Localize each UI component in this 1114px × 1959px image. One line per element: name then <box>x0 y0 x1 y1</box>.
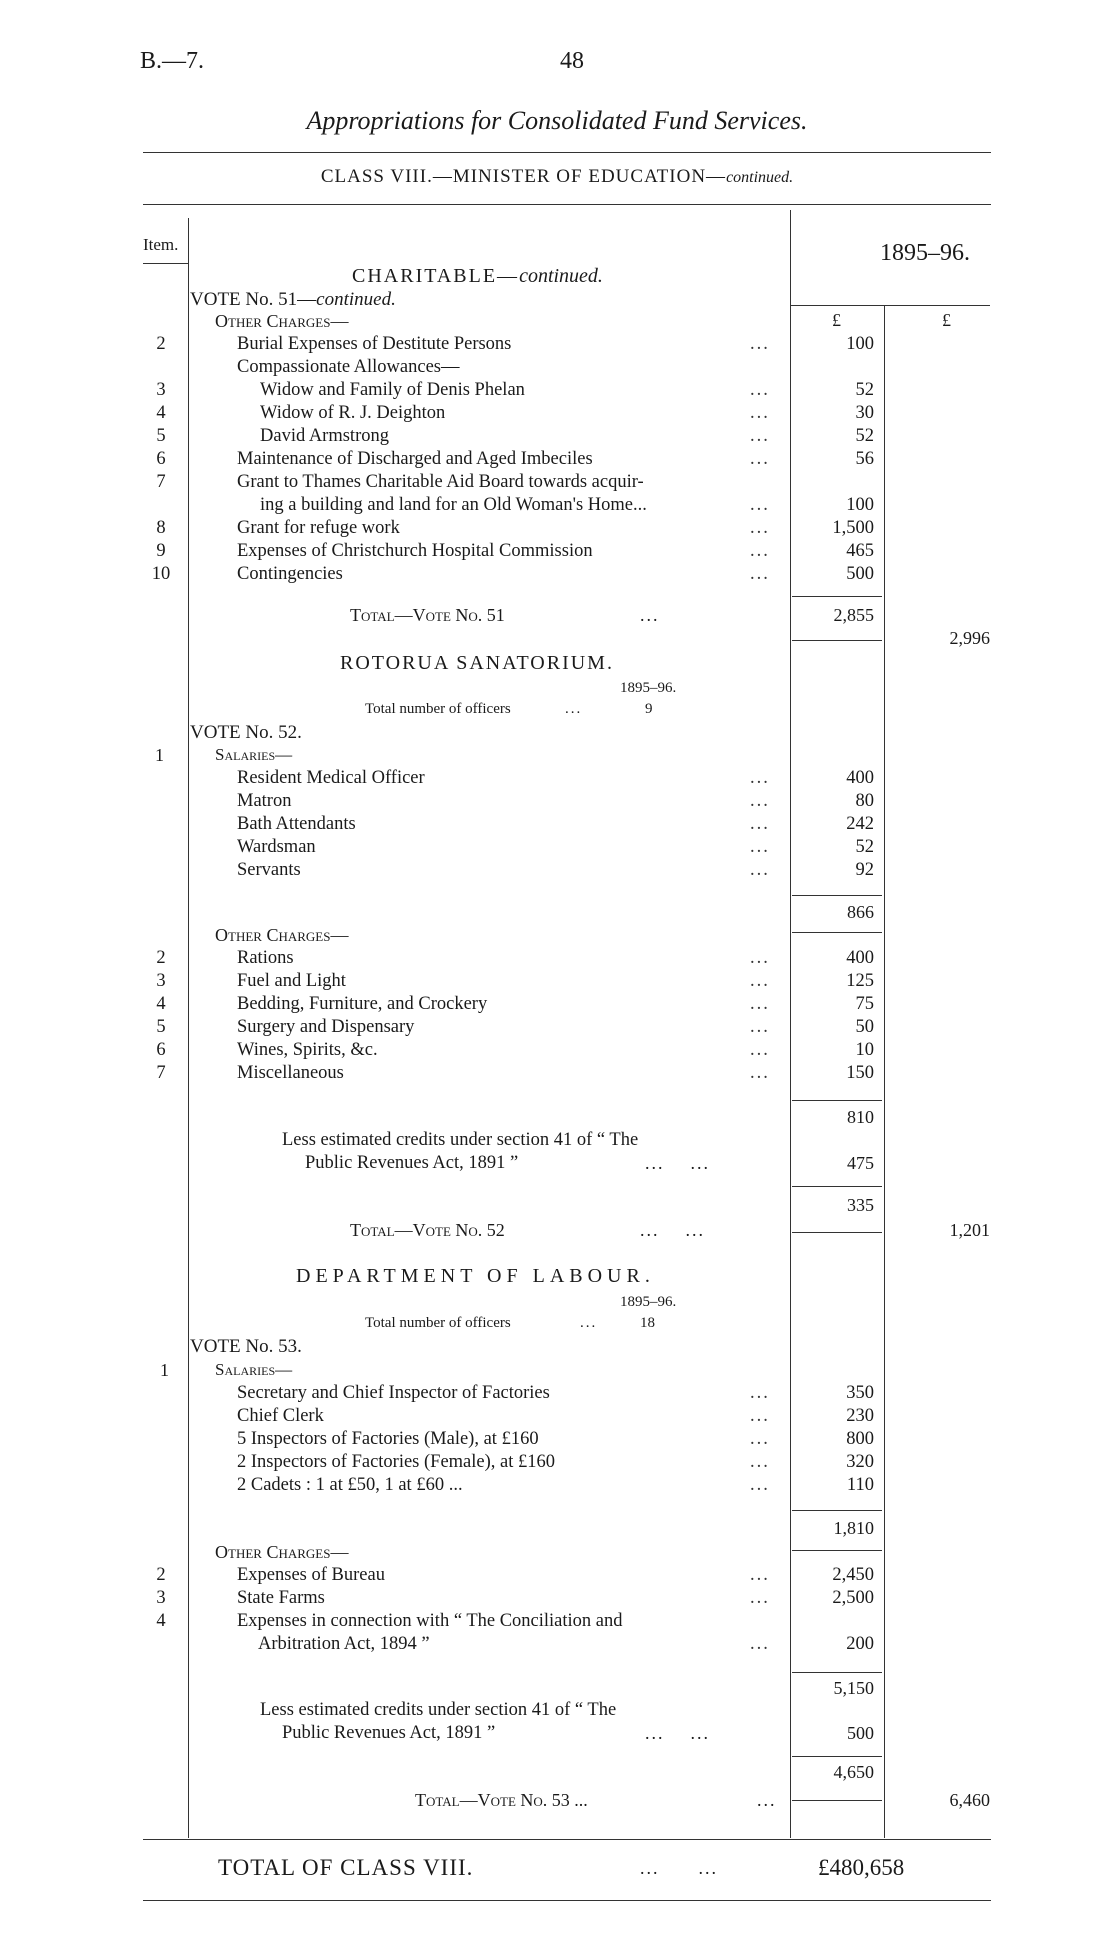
table-row <box>140 1588 1100 1611</box>
leader-dots: ... <box>750 1588 770 1608</box>
item-number: 5 <box>156 426 166 446</box>
pound-sign-total: £ <box>942 310 951 330</box>
table-row <box>140 334 1100 357</box>
salaries-subtotal: 866 <box>847 902 874 922</box>
other-charges-label: Other Charges— <box>215 311 349 331</box>
rule <box>792 895 882 896</box>
leader-dots: ... <box>750 837 770 857</box>
table-row <box>140 1406 1100 1429</box>
item-header-rule <box>143 263 188 264</box>
officers-count: 18 <box>640 1315 655 1331</box>
row-amount: 800 <box>846 1429 874 1449</box>
item-number: 2 <box>156 334 166 354</box>
rule <box>792 1232 882 1233</box>
leader-dots: ... <box>750 1452 770 1472</box>
salaries-label: Salaries— <box>215 1360 293 1379</box>
table-row <box>140 860 1100 883</box>
item-number: 7 <box>156 472 166 492</box>
rule <box>792 1800 882 1801</box>
section-heading-rotorua: ROTORUA SANATORIUM. <box>340 652 614 674</box>
row-amount: 50 <box>855 1017 874 1037</box>
leader-dots: ... <box>750 495 770 515</box>
leader-dots: ... <box>750 814 770 834</box>
item-number: 1 <box>155 745 164 765</box>
row-amount: 500 <box>846 564 874 584</box>
item-number: 2 <box>156 948 166 968</box>
page-title: Appropriations for Consolidated Fund Services. <box>306 106 808 135</box>
leader-dots: ... <box>750 426 770 446</box>
less-credits-amount: 475 <box>847 1153 874 1173</box>
row-amount: 242 <box>846 814 874 834</box>
row-description: Compassionate Allowances— <box>237 357 460 377</box>
row-amount: 1,500 <box>832 518 874 538</box>
row-amount: 400 <box>846 768 874 788</box>
year-header-rule <box>790 305 990 306</box>
row-amount: 52 <box>855 380 874 400</box>
leader-dots: ... <box>750 860 770 880</box>
table-row <box>140 1565 1100 1588</box>
officers-label: Total number of officers <box>365 701 511 717</box>
rule <box>792 1186 882 1187</box>
table-row <box>140 1383 1100 1406</box>
row-amount: 10 <box>855 1040 874 1060</box>
rule <box>792 1756 882 1757</box>
less-credits-amount: 500 <box>847 1723 874 1743</box>
leader-dots: ... <box>750 1406 770 1426</box>
table-row <box>140 814 1100 837</box>
item-number: 5 <box>156 1017 166 1037</box>
leader-dots: ... ... <box>645 1153 710 1173</box>
row-amount: 230 <box>846 1406 874 1426</box>
leader-dots: ... <box>750 518 770 538</box>
less-credits-line2: Public Revenues Act, 1891 ” <box>305 1153 519 1173</box>
leader-dots: ... <box>750 768 770 788</box>
row-description: Servants <box>237 860 301 880</box>
rule <box>792 1510 882 1511</box>
table-row <box>140 449 1100 472</box>
other-charges-subtotal: 810 <box>847 1107 874 1127</box>
item-number: 3 <box>156 971 166 991</box>
table-row <box>140 948 1100 971</box>
pound-sign-amount: £ <box>832 310 841 330</box>
row-amount: 52 <box>855 426 874 446</box>
leader-dots: ... <box>757 1790 777 1810</box>
row-description: Miscellaneous <box>237 1063 344 1083</box>
class-total-amount: £480,658 <box>818 1855 905 1880</box>
row-description: Expenses in connection with “ The Conciliation and <box>237 1611 623 1631</box>
item-number: 1 <box>160 1360 169 1380</box>
leader-dots: ... ... <box>640 1220 705 1240</box>
table-row <box>140 380 1100 403</box>
vote-52-label: VOTE No. 52. <box>190 722 302 743</box>
leader-dots: ... <box>750 1634 770 1654</box>
class-total-label: TOTAL OF CLASS VIII. <box>218 1855 474 1880</box>
table-row <box>140 837 1100 860</box>
item-number: 6 <box>156 1040 166 1060</box>
less-credits-line2: Public Revenues Act, 1891 ” <box>282 1723 496 1743</box>
row-amount: 400 <box>846 948 874 968</box>
row-amount: 100 <box>846 334 874 354</box>
row-amount: 2,500 <box>832 1588 874 1608</box>
officers-year: 1895–96. <box>620 1294 677 1310</box>
item-number: 7 <box>156 1063 166 1083</box>
item-column-header: Item. <box>143 235 179 254</box>
other-charges-label: Other Charges— <box>215 925 349 945</box>
row-description: Maintenance of Discharged and Aged Imbeciles <box>237 449 593 469</box>
rule <box>792 1100 882 1101</box>
vote-52-total-label: Total—Vote No. 52 <box>350 1220 505 1240</box>
leader-dots: ... <box>750 403 770 423</box>
vote-53-label: VOTE No. 53. <box>190 1336 302 1357</box>
table-row <box>140 971 1100 994</box>
item-number: 8 <box>156 518 166 538</box>
vote-53-net: 4,650 <box>833 1762 874 1782</box>
officers-year: 1895–96. <box>620 680 677 696</box>
leader-dots: ... <box>750 994 770 1014</box>
row-description: 2 Cadets : 1 at £50, 1 at £60 ... <box>237 1475 463 1495</box>
row-description: Contingencies <box>237 564 343 584</box>
leader-dots: ... <box>565 701 583 717</box>
table-row <box>140 426 1100 449</box>
row-description: Bath Attendants <box>237 814 356 834</box>
section-heading-labour: DEPARTMENT OF LABOUR. <box>296 1265 655 1287</box>
leader-dots: ... <box>750 334 770 354</box>
table-row <box>140 357 1100 380</box>
row-amount: 2,450 <box>832 1565 874 1585</box>
leader-dots: ... <box>750 541 770 561</box>
leader-dots: ... <box>750 948 770 968</box>
row-description: Resident Medical Officer <box>237 768 425 788</box>
rule <box>143 152 991 153</box>
vote-51-label: VOTE No. 51—continued. <box>190 289 396 310</box>
leader-dots: ... <box>750 564 770 584</box>
row-amount: 350 <box>846 1383 874 1403</box>
row-description: State Farms <box>237 1588 325 1608</box>
table-row <box>140 994 1100 1017</box>
row-description: Fuel and Light <box>237 971 346 991</box>
item-number: 9 <box>156 541 166 561</box>
row-description: Widow of R. J. Deighton <box>260 403 446 423</box>
other-charges-label: Other Charges— <box>215 1542 349 1562</box>
vote-51-total-label: Total—Vote No. 51 <box>350 605 505 625</box>
row-amount: 320 <box>846 1452 874 1472</box>
row-description: Grant to Thames Charitable Aid Board towards acquir- <box>237 472 644 492</box>
row-description: Burial Expenses of Destitute Persons <box>237 334 512 354</box>
row-description: 5 Inspectors of Factories (Male), at £160 <box>237 1429 539 1449</box>
document-reference: B.—7. <box>140 48 205 74</box>
table-row <box>140 495 1100 518</box>
row-description: Surgery and Dispensary <box>237 1017 415 1037</box>
row-amount: 125 <box>846 971 874 991</box>
row-description: 2 Inspectors of Factories (Female), at £160 <box>237 1452 556 1472</box>
leader-dots: ... ... <box>645 1723 710 1743</box>
leader-dots: ... <box>750 1383 770 1403</box>
row-amount: 75 <box>855 994 874 1014</box>
table-row <box>140 1611 1100 1634</box>
leader-dots: ... <box>750 380 770 400</box>
rule <box>143 204 991 205</box>
row-amount: 200 <box>846 1634 874 1654</box>
officers-label: Total number of officers <box>365 1315 511 1331</box>
row-description: David Armstrong <box>260 426 389 446</box>
table-row <box>140 541 1100 564</box>
item-number: 3 <box>156 1588 166 1608</box>
leader-dots: ... <box>750 791 770 811</box>
leader-dots: ... <box>580 1315 598 1331</box>
item-number: 4 <box>156 994 166 1014</box>
less-credits-line1: Less estimated credits under section 41 of “ The <box>260 1700 617 1720</box>
row-amount: 100 <box>846 495 874 515</box>
class-heading: CLASS VIII.—MINISTER OF EDUCATION—continued. <box>320 166 794 187</box>
rule <box>792 596 882 597</box>
table-row <box>140 1429 1100 1452</box>
row-amount: 92 <box>855 860 874 880</box>
row-description: Rations <box>237 948 294 968</box>
row-amount: 30 <box>855 403 874 423</box>
row-description: Arbitration Act, 1894 ” <box>258 1634 430 1654</box>
leader-dots: ... <box>750 1063 770 1083</box>
table-row <box>140 768 1100 791</box>
vote-52-grand-total: 1,201 <box>949 1220 990 1240</box>
leader-dots: ... <box>750 1040 770 1060</box>
vote-53-total-label: Total—Vote No. 53 ... <box>415 1790 588 1810</box>
row-amount: 110 <box>846 1475 874 1495</box>
officers-count: 9 <box>645 701 653 717</box>
leader-dots: ... <box>750 971 770 991</box>
item-number: 4 <box>156 403 166 423</box>
item-number: 4 <box>156 1611 166 1631</box>
leader-dots: ... <box>750 1429 770 1449</box>
vote-53-grand-total: 6,460 <box>949 1790 990 1810</box>
rule <box>143 1839 991 1840</box>
table-row <box>140 472 1100 495</box>
table-row <box>140 518 1100 541</box>
leader-dots: ... ... <box>640 1858 718 1878</box>
row-description: Matron <box>237 791 292 811</box>
section-heading-charitable: CHARITABLE—continued. <box>352 265 603 287</box>
vote-52-net: 335 <box>847 1195 874 1215</box>
table-row <box>140 791 1100 814</box>
row-description: Expenses of Bureau <box>237 1565 385 1585</box>
leader-dots: ... <box>640 605 660 625</box>
row-description: Bedding, Furniture, and Crockery <box>237 994 488 1014</box>
row-description: Chief Clerk <box>237 1406 324 1426</box>
salaries-subtotal: 1,810 <box>833 1518 874 1538</box>
row-description: Widow and Family of Denis Phelan <box>260 380 525 400</box>
rule <box>792 1672 882 1673</box>
rule <box>792 932 882 933</box>
leader-dots: ... <box>750 449 770 469</box>
table-row <box>140 1017 1100 1040</box>
row-amount: 465 <box>846 541 874 561</box>
row-description: Grant for refuge work <box>237 518 400 538</box>
table-row <box>140 1452 1100 1475</box>
rule <box>143 1900 991 1901</box>
row-amount: 80 <box>855 791 874 811</box>
row-description: Wardsman <box>237 837 316 857</box>
leader-dots: ... <box>750 1565 770 1585</box>
table-row <box>140 403 1100 426</box>
row-amount: 56 <box>855 449 874 469</box>
row-amount: 52 <box>855 837 874 857</box>
item-number: 10 <box>151 564 171 584</box>
leader-dots: ... <box>750 1017 770 1037</box>
year-column-header: 1895–96. <box>880 240 970 266</box>
item-number: 6 <box>156 449 166 469</box>
item-number: 3 <box>156 380 166 400</box>
less-credits-line1: Less estimated credits under section 41 of “ The <box>282 1130 639 1150</box>
row-description: Secretary and Chief Inspector of Factories <box>237 1383 550 1403</box>
row-description: ing a building and land for an Old Woman's Home... <box>260 495 647 515</box>
row-description: Wines, Spirits, &c. <box>237 1040 378 1060</box>
row-amount: 150 <box>846 1063 874 1083</box>
table-row <box>140 1634 1100 1657</box>
salaries-label: Salaries— <box>215 745 293 764</box>
vote-51-grand-total: 2,996 <box>949 628 990 648</box>
row-description: Expenses of Christchurch Hospital Commission <box>237 541 593 561</box>
table-row <box>140 564 1100 587</box>
table-row <box>140 1040 1100 1063</box>
vote-51-subtotal: 2,855 <box>833 605 874 625</box>
page-number: 48 <box>560 48 584 74</box>
other-charges-subtotal: 5,150 <box>833 1678 874 1698</box>
table-row <box>140 1063 1100 1086</box>
item-number: 2 <box>156 1565 166 1585</box>
table-row <box>140 1475 1100 1498</box>
rule <box>792 1550 882 1551</box>
leader-dots: ... <box>750 1475 770 1495</box>
rule <box>792 640 882 641</box>
